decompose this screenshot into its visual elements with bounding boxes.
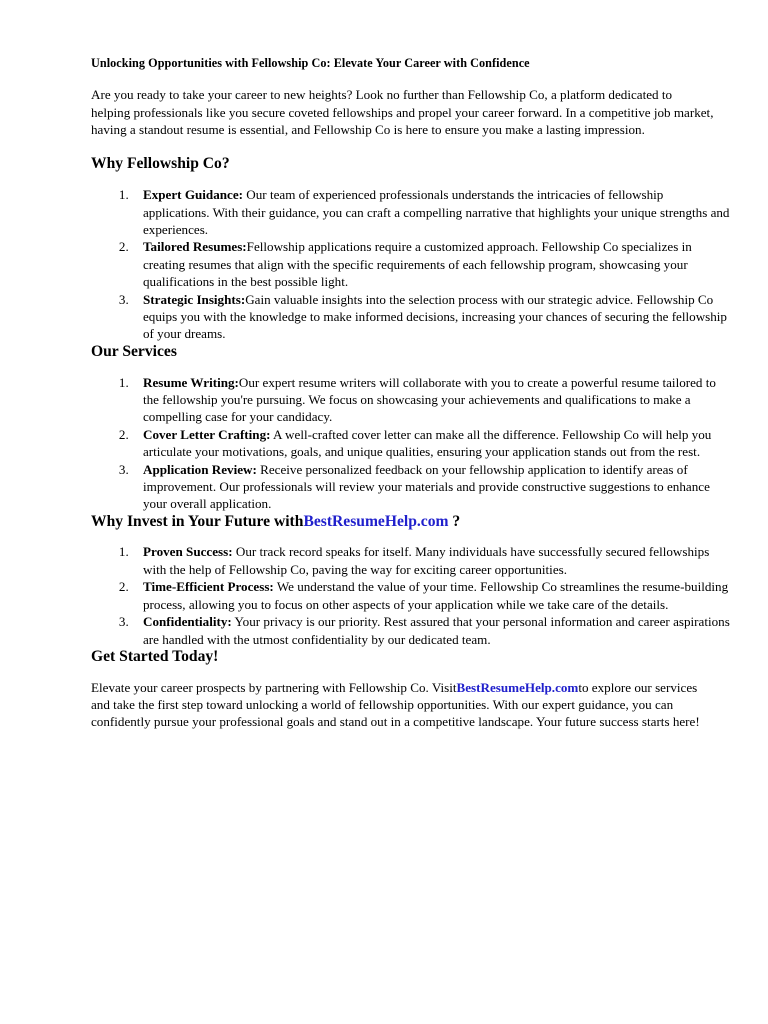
- list-item-body: Receive personalized feedback on your fellowship application to identify areas of improvement. Our professionals will review your materials and provide constructive suggestions to enhance your overall application.: [143, 461, 710, 512]
- list-item: [132, 426, 732, 461]
- section-heading-get-started: Get Started Today!: [91, 647, 219, 665]
- list-item-lead: Time-Efficient Process:: [143, 579, 274, 595]
- outro-text-before-link: Elevate your career prospects by partnering with Fellowship Co. Visit: [91, 679, 457, 695]
- list-item-lead: Application Review:: [143, 461, 257, 477]
- list-item-body: Your privacy is our priority. Rest assured that your personal information and career aspirations are handled with the utmost confidentiality by our dedicated team.: [143, 614, 730, 647]
- outro-text-after-link: to explore our services and take the first step toward unlocking a world of fellowship opportunities. With our expert guidance, you can confidently pursue your professional goals and stand out in a competitive landscape. Your future success starts here!: [91, 679, 700, 730]
- list-item-lead: Resume Writing:: [143, 374, 239, 390]
- list-why-invest: [91, 543, 732, 647]
- list-item-body: Our expert resume writers will collaborate with you to create a powerful resume tailored to the fellowship you're pursuing. We focus on showcasing your achievements and qualifications to make a compelling case for your candidacy.: [143, 374, 716, 425]
- list-item: [132, 291, 732, 343]
- list-item-body: Our track record speaks for itself. Many individuals have successfully secured fellowships with the help of Fellowship Co, paving the way for exciting career opportunities.: [143, 544, 710, 577]
- list-item-body: Gain valuable insights into the selection process with our strategic advice. Fellowship Co equips you with the knowledge to make informed decisions, increasing your chances of securing the fellowship of your dreams.: [143, 291, 727, 342]
- list-item-lead: Proven Success:: [143, 544, 233, 560]
- list-item-lead: Strategic Insights:: [143, 291, 246, 307]
- list-item: [132, 238, 732, 290]
- list-why-fellowship: [91, 186, 732, 343]
- list-item-lead: Cover Letter Crafting:: [143, 426, 271, 442]
- list-item: [132, 186, 732, 238]
- list-item-body: Our team of experienced professionals understands the intricacies of fellowship applications. With their guidance, you can craft a compelling narrative that highlights your unique strengths and experiences.: [143, 187, 730, 237]
- bestresumehelp-link-outro[interactable]: BestResumeHelp.com: [456, 679, 579, 695]
- list-item: [132, 613, 732, 648]
- list-item-body: Fellowship applications require a customized approach. Fellowship Co specializes in creating resumes that align with the specific requirements of each fellowship program, showcasing your qualifications in the best possible light.: [143, 239, 692, 290]
- section-heading-why-fellowship: Why Fellowship Co?: [91, 155, 230, 173]
- list-item: [132, 374, 732, 426]
- list-item-lead: Confidentiality:: [143, 614, 232, 630]
- section-heading-our-services: Our Services: [91, 342, 177, 360]
- heading-text-before-link: Why Invest in Your Future with: [91, 512, 304, 530]
- heading-text-after-link: ?: [448, 512, 461, 530]
- document-title: Unlocking Opportunities with Fellowship Co: Elevate Your Career with Confidence: [91, 56, 530, 70]
- list-our-services: [91, 374, 732, 513]
- list-item: [132, 461, 732, 513]
- list-item: [132, 543, 732, 578]
- outro-paragraph: [91, 679, 714, 731]
- section-heading-why-invest: [91, 513, 714, 532]
- list-item-body: We understand the value of your time. Fellowship Co streamlines the resume-building process, allowing you to focus on other aspects of your application while we take care of the details.: [143, 579, 729, 612]
- list-item: [132, 578, 732, 613]
- bestresumehelp-link-heading[interactable]: BestResumeHelp.com: [303, 512, 449, 530]
- list-item-lead: Expert Guidance:: [143, 187, 244, 203]
- list-item-lead: Tailored Resumes:: [143, 239, 247, 255]
- list-item-body: A well-crafted cover letter can make all the difference. Fellowship Co will help you articulate your motivations, goals, and unique qualities, ensuring your application stands out from the rest.: [143, 426, 712, 460]
- intro-paragraph: Are you ready to take your career to new heights? Look no further than Fellowship Co, a platform dedicated to helping professionals like you secure coveted fellowships and propel your career forward. In a competitive job market, having a standout resume is essential, and Fellowship Co is here to ensure you make a lasting impression.: [91, 87, 714, 138]
